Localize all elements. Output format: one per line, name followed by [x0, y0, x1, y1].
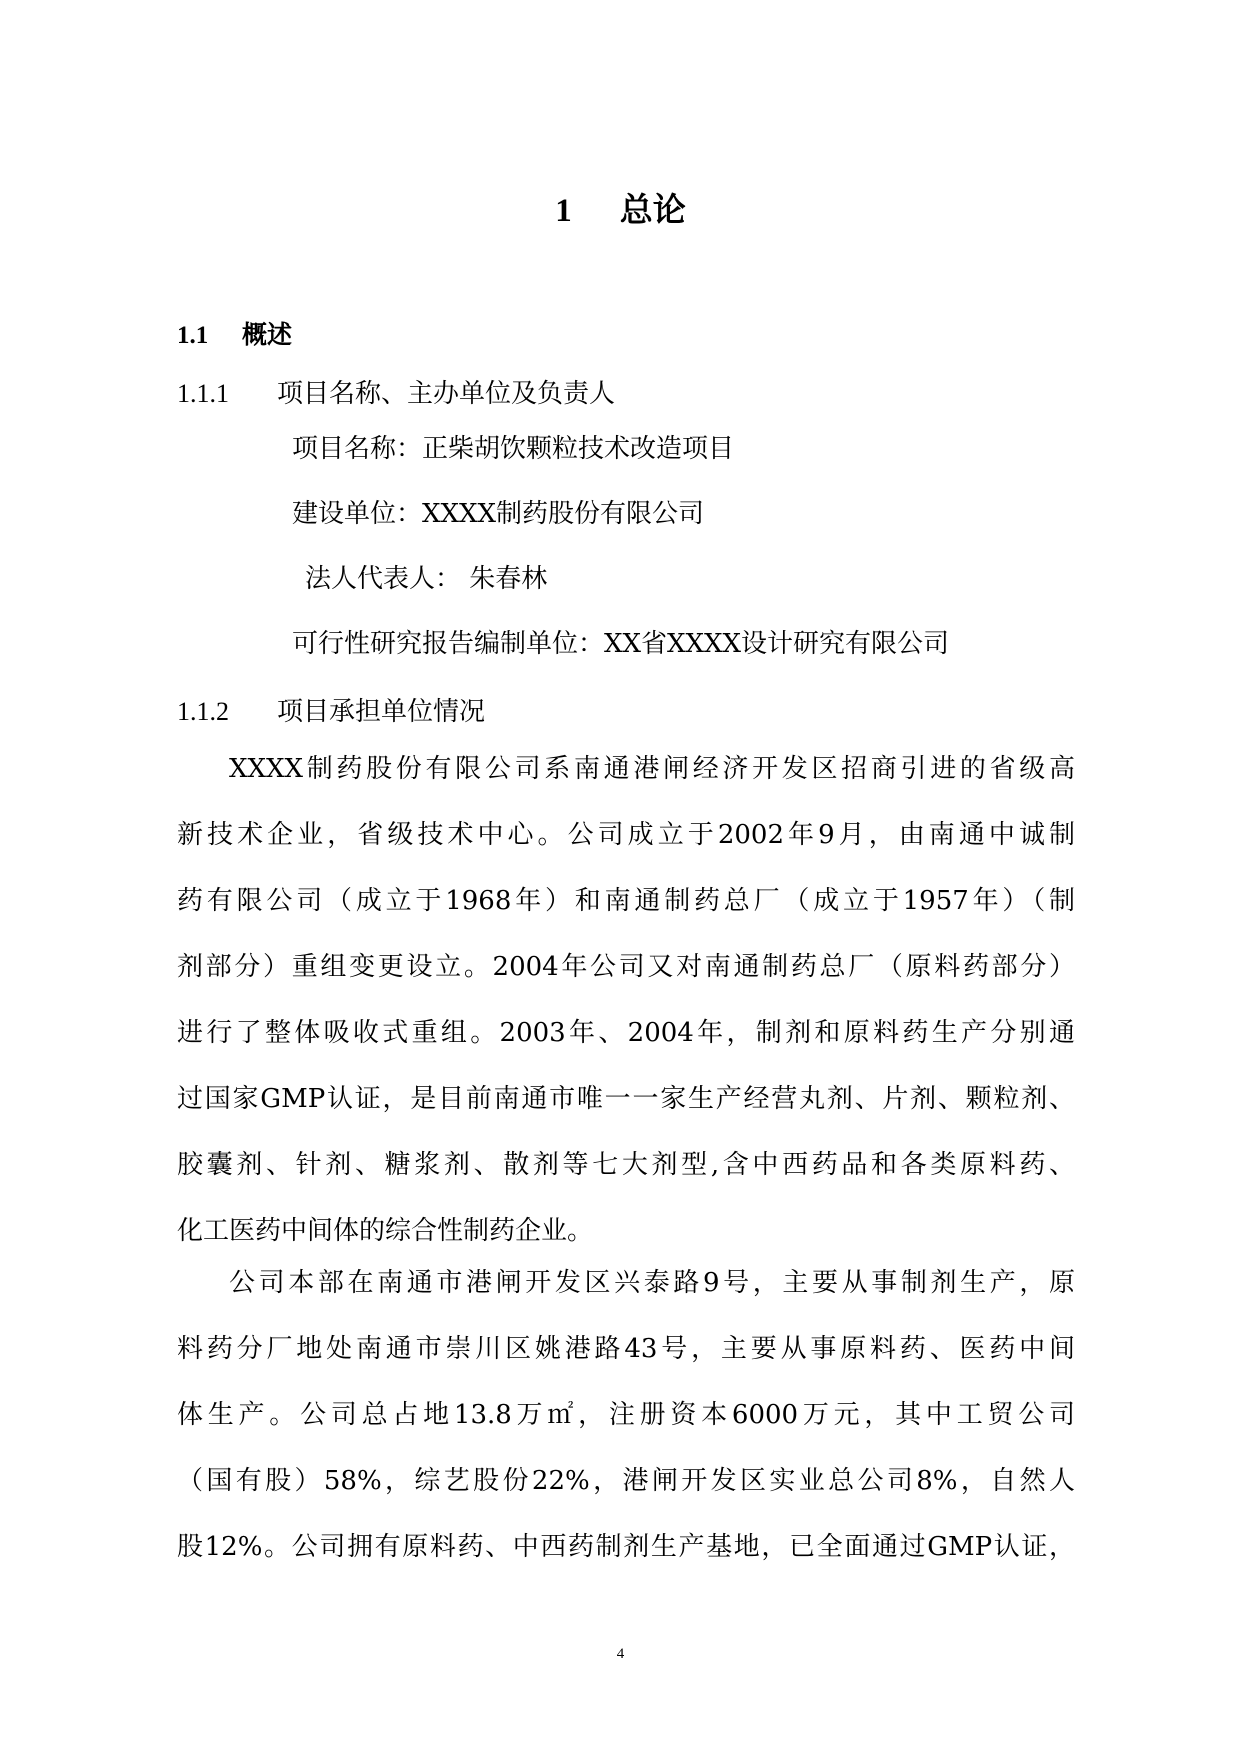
paragraph-line: 体生产。公司总占地13.8万㎡，注册资本6000万元，其中工贸公司 — [177, 1400, 1075, 1430]
chapter-title — [0, 190, 1241, 231]
company-paragraph-1 — [177, 736, 1075, 1264]
paragraph-line: 股12%。公司拥有原料药、中西药制剂生产基地，已全面通过GMP认证， — [177, 1532, 1075, 1562]
paragraph-line: 公司本部在南通市港闸开发区兴泰路9号，主要从事制剂生产，原 — [229, 1268, 1075, 1298]
paragraph-line: （国有股）58%，综艺股份22%，港闸开发区实业总公司8%，自然人 — [177, 1466, 1075, 1496]
builder-line: 建设单位：XXXX制药股份有限公司 — [292, 499, 705, 529]
paragraph-line: 胶囊剂、针剂、糖浆剂、散剂等七大剂型,含中西药品和各类原料药、 — [177, 1150, 1075, 1180]
paragraph-line: 化工医药中间体的综合性制药企业。 — [177, 1216, 594, 1246]
chapter-title-text: 总论 — [619, 190, 686, 229]
legal-representative-line: 法人代表人： 朱春林 — [305, 564, 548, 594]
paragraph-line: 新技术企业，省级技术中心。公司成立于2002年9月，由南通中诚制 — [177, 820, 1075, 850]
subsection-number-1: 1.1.1 — [177, 379, 229, 408]
chapter-number: 1 — [555, 193, 572, 229]
section-title: 概述 — [242, 320, 293, 349]
paragraph-line: 药有限公司（成立于1968年）和南通制药总厂（成立于1957年）（制 — [177, 886, 1075, 916]
paragraph-line: 料药分厂地处南通市崇川区姚港路43号，主要从事原料药、医药中间 — [177, 1334, 1075, 1364]
subsection-heading-2 — [177, 695, 485, 729]
section-heading — [177, 318, 292, 353]
report-unit-line: 可行性研究报告编制单位：XX省XXXX设计研究有限公司 — [292, 629, 950, 659]
subsection-heading-1 — [177, 377, 615, 411]
paragraph-line: 剂部分）重组变更设立。2004年公司又对南通制药总厂（原料药部分） — [177, 952, 1075, 982]
section-number: 1.1 — [177, 322, 209, 349]
project-name-line: 项目名称：正柴胡饮颗粒技术改造项目 — [292, 434, 735, 464]
subsection-number-2: 1.1.2 — [177, 697, 229, 726]
page-number: 4 — [616, 1646, 625, 1662]
subsection-title-2: 项目承担单位情况 — [277, 697, 486, 727]
paragraph-line: 过国家GMP认证，是目前南通市唯一一家生产经营丸剂、片剂、颗粒剂、 — [177, 1084, 1075, 1114]
paragraph-line: XXXX制药股份有限公司系南通港闸经济开发区招商引进的省级高 — [229, 754, 1075, 784]
company-paragraph-2 — [177, 1250, 1075, 1580]
subsection-title-1: 项目名称、主办单位及负责人 — [277, 379, 616, 409]
paragraph-line: 进行了整体吸收式重组。2003年、2004年，制剂和原料药生产分别通 — [177, 1018, 1075, 1048]
